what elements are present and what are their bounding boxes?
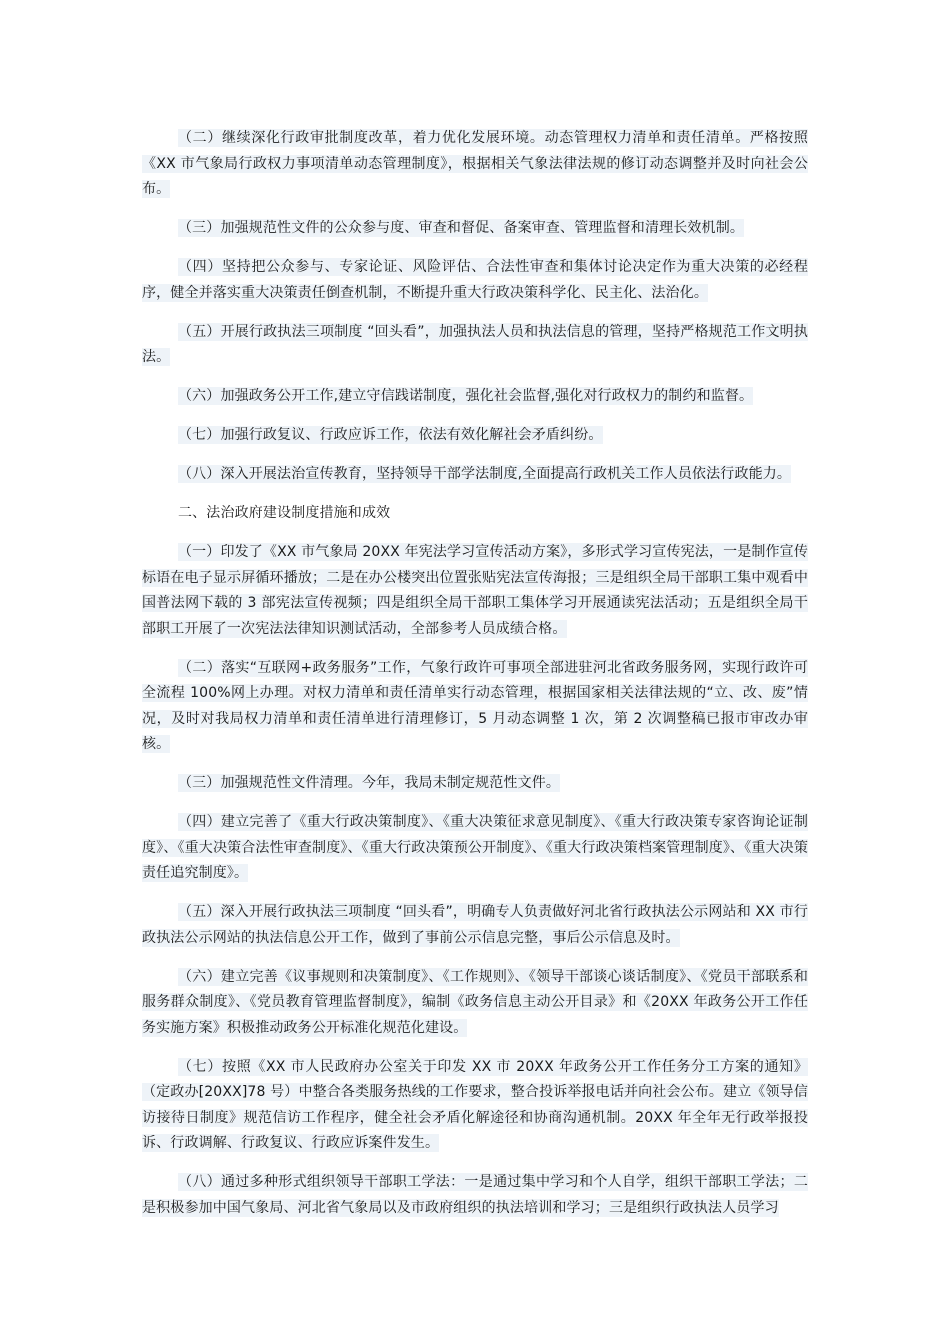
paragraph-text: （五）深入开展行政执法三项制度 “回头看”，明确专人负责做好河北省行政执法公示网站和 XX 市行政执法公示网站的执法信息公开工作，做到了事前公示信息完整，事后公示信息及时。 xyxy=(142,904,808,946)
paragraph-text: （二）继续深化行政审批制度改革，着力优化发展环境。动态管理权力清单和责任清单。严格按照《XX 市气象局行政权力事项清单动态管理制度》，根据相关气象法律法规的修订动态调整并及时向社会公布。 xyxy=(142,130,808,197)
paragraph-government-affairs xyxy=(142,384,808,410)
paragraph-text: （六）建立完善《议事规则和决策制度》、《工作规则》、《领导干部谈心谈话制度》、《党员干部联系和服务群众制度》、《党员教育管理监督制度》，编制《政务信息主动公开目录》和《20XX 年政务公开工作任务实施方案》积极推动政务公开标准化规范化建设。 xyxy=(142,968,808,1036)
paragraph-text: （一）印发了《XX 市气象局 20XX 年宪法学习宣传活动方案》，多形式学习宣传宪法，一是制作宣传标语在电子显示屏循环播放；二是在办公楼突出位置张贴宪法宣传海报；三是组织全局干部职工集中观看中国普法网下载的 3 部宪法宣传视频；四是组织全局干部职工集体学习开展通读宪法活动；五是组织全局干部职工开展了一次宪法法律知识测试活动，全部参考人员成绩合格。 xyxy=(142,544,808,637)
paragraph-text: （四）建立完善了《重大行政决策制度》、《重大决策征求意见制度》、《重大行政决策专家咨询论证制度》、《重大决策合法性审查制度》、《重大行政决策预公开制度》、《重大行政决策档案管理制度》、《重大决策责任追究制度》。 xyxy=(142,814,808,881)
paragraph-text: （八）深入开展法治宣传教育，坚持领导干部学法制度,全面提高行政机关工作人员依法行政能力。 xyxy=(178,466,792,482)
paragraph-decision-systems xyxy=(142,810,808,887)
paragraph-constitution-campaign xyxy=(142,540,808,642)
document-page xyxy=(142,126,808,1235)
paragraph-text: （三）加强规范性文件清理。今年，我局未制定规范性文件。 xyxy=(178,775,561,791)
paragraph-text: （八）通过多种形式组织领导干部职工学法：一是通过集中学习和个人自学，组织干部职工学法；二是积极参加中国气象局、河北省气象局以及市政府组织的执法培训和学习；三是组织行政执法人员学习 xyxy=(142,1174,808,1216)
paragraph-text: （三）加强规范性文件的公众参与度、审查和督促、备案审查、管理监督和清理长效机制。 xyxy=(178,220,744,236)
section-heading xyxy=(142,501,808,527)
paragraph-text: （四）坚持把公众参与、专家论证、风险评估、合法性审查和集体讨论决定作为重大决策的必经程序，健全并落实重大决策责任倒查机制，不断提升重大行政决策科学化、民主化、法治化。 xyxy=(142,259,808,301)
paragraph-text: （六）加强政务公开工作,建立守信践诺制度，强化社会监督,强化对行政权力的制约和监督。 xyxy=(178,388,754,404)
paragraph-text: （七）按照《XX 市人民政府办公室关于印发 XX 市 20XX 年政务公开工作任务分工方案的通知》（定政办[20XX]78 号）中整合各类服务热线的工作要求，整合投诉举报电话并向社会公布。建立《领导信访接待日制度》规范信访工作程序，健全社会矛盾化解途径和协商沟通机制。20XX 年全年无行政举报投诉、行政调解、行政复议、行政应诉案件发生。 xyxy=(142,1058,808,1151)
paragraph-law-enforcement xyxy=(142,320,808,371)
paragraph-text: （七）加强行政复议、行政应诉工作，依法有效化解社会矛盾纠纷。 xyxy=(178,427,603,443)
paragraph-internet-services xyxy=(142,656,808,758)
paragraph-law-study xyxy=(142,1170,808,1221)
paragraph-hotline-integration xyxy=(142,1055,808,1157)
paragraph-normative-docs xyxy=(142,216,808,242)
section-heading-text: 二、法治政府建设制度措施和成效 xyxy=(178,505,391,521)
paragraph-text: （五）开展行政执法三项制度 “回头看”，加强执法人员和执法信息的管理，坚持严格规范工作文明执法。 xyxy=(142,323,808,365)
paragraph-administrative-review xyxy=(142,423,808,449)
paragraph-major-decisions xyxy=(142,255,808,306)
paragraph-enforcement-disclosure xyxy=(142,900,808,951)
paragraph-text: （二）落实“互联网+政务服务”工作，气象行政许可事项全部进驻河北省政务服务网，实现行政许可全流程 100%网上办理。对权力清单和责任清单实行动态管理，根据国家相关法律法规的“立、改、废”情况，及时对我局权力清单和责任清单进行清理修订，5 月动态调整 1 次，第 2 次调整稿已报市审改办审核。 xyxy=(142,659,808,752)
paragraph-reform xyxy=(142,126,808,203)
paragraph-rules-systems xyxy=(142,965,808,1042)
paragraph-legal-education xyxy=(142,462,808,488)
paragraph-document-cleanup xyxy=(142,771,808,797)
